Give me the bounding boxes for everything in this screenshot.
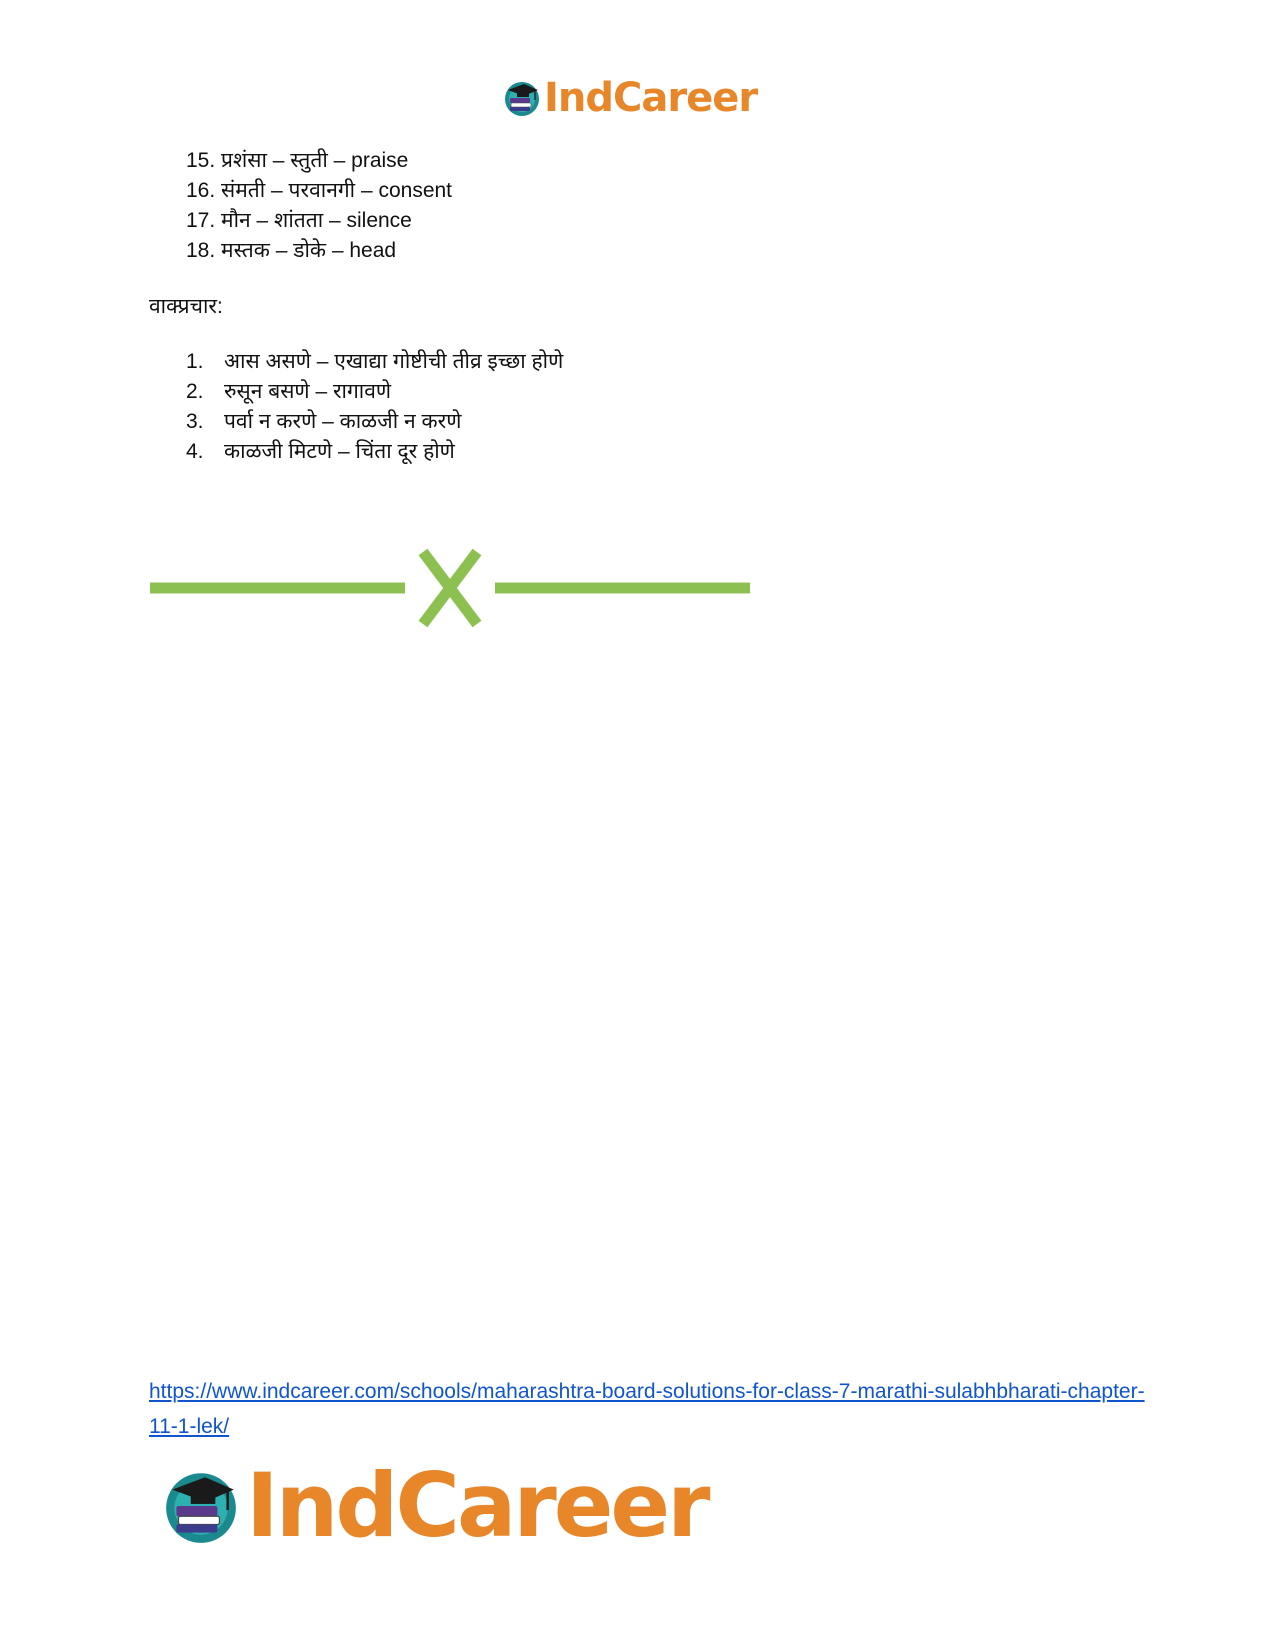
list-item xyxy=(186,176,452,206)
list-text: पर्वा न करणे – काळजी न करणे xyxy=(224,410,462,433)
list-item xyxy=(186,347,563,377)
word-list xyxy=(186,146,452,266)
list-number: 18. xyxy=(186,239,216,262)
phrase-list xyxy=(186,347,563,467)
list-number: 3. xyxy=(186,410,204,433)
footer-logo-text: IndCareer xyxy=(246,1454,708,1557)
list-number: 1. xyxy=(186,350,204,373)
footer-logo xyxy=(160,1454,708,1557)
list-text: रुसून बसणे – रागावणे xyxy=(224,380,392,403)
list-item xyxy=(186,377,563,407)
list-text: प्रशंसा – स्तुती – praise xyxy=(221,149,409,172)
header-logo xyxy=(502,75,758,121)
source-link[interactable]: https://www.indcareer.com/schools/maharashtra-board-solutions-for-class-7-marathi-sulabhbharati-chapter-11-1-lek/ xyxy=(149,1380,1145,1438)
list-text: संमती – परवानगी – consent xyxy=(221,179,453,202)
list-text: काळजी मिटणे – चिंता दूर होणे xyxy=(224,440,455,463)
x-cross-divider-icon xyxy=(150,548,750,628)
list-item xyxy=(186,437,563,467)
list-text: आस असणे – एखाद्या गोष्टीची तीव्र इच्छा होणे xyxy=(224,350,564,373)
list-text: मस्तक – डोके – head xyxy=(221,239,397,262)
section-divider xyxy=(150,548,750,633)
graduation-cap-globe-icon xyxy=(502,78,542,118)
list-item xyxy=(186,146,452,176)
list-text: मौन – शांतता – silence xyxy=(221,209,412,232)
header-logo-text: IndCareer xyxy=(544,75,758,121)
list-item xyxy=(186,206,452,236)
list-item xyxy=(186,236,452,266)
phrases-heading: वाक्प्रचार: xyxy=(149,295,223,318)
graduation-cap-globe-icon xyxy=(160,1465,242,1547)
list-number: 2. xyxy=(186,380,204,403)
list-item xyxy=(186,407,563,437)
list-number: 16. xyxy=(186,179,216,202)
list-number: 4. xyxy=(186,440,204,463)
list-number: 17. xyxy=(186,209,216,232)
list-number: 15. xyxy=(186,149,216,172)
